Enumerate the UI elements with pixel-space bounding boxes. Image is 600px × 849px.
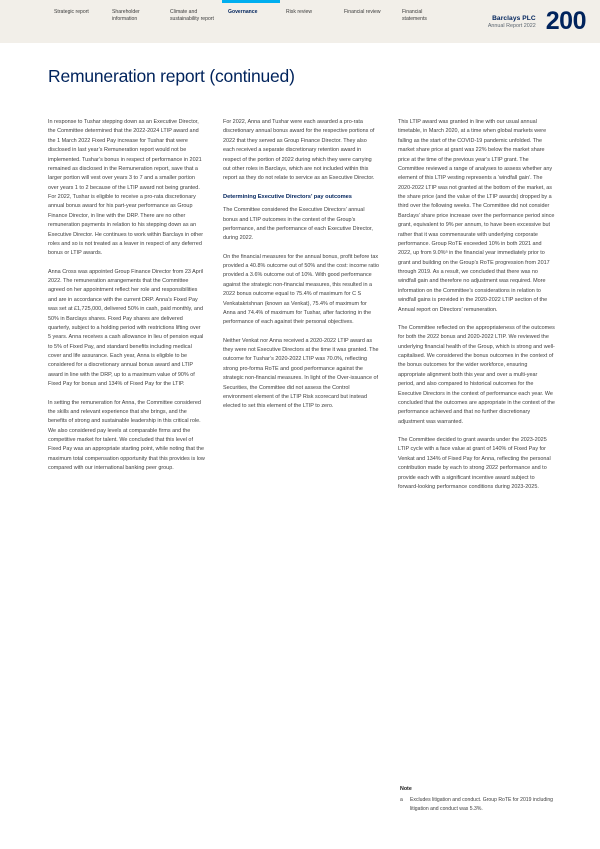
- paragraph: The Committee decided to grant awards under the 2023-2025 LTIP cycle with a face value at grant of 140% of Fixed Pay for Venkat and 134% of Fixed Pay for Anna, reflecting the personal contribution made by each to strong 2022 performance and to provide each with a significant incentive award subject to forward-looking performance conditions during 2023-2025.: [398, 437, 551, 490]
- brand-subtitle: Annual Report 2022: [487, 22, 536, 29]
- nav-indicator: [396, 0, 454, 3]
- paragraph: The Committee considered the Executive Directors’ annual bonus and LTIP outcomes in the context of the Group’s performance, and the performance of each Executive Director, during 2022.: [223, 207, 373, 242]
- body-columns: [48, 118, 556, 501]
- footnote-text: Excludes litigation and conduct. Group RoTE for 2019 including litigation and conduct was 5.3%.: [410, 797, 553, 812]
- brand-block: [488, 0, 600, 43]
- nav-indicator: [280, 0, 338, 3]
- nav-indicator-active: [222, 0, 280, 3]
- footnote-row: [400, 796, 557, 812]
- section-navigation-bar: [0, 0, 600, 43]
- text-column-2: [223, 118, 380, 501]
- nav-item-label: Climate and sustainability report: [170, 9, 214, 23]
- paragraph: This LTIP award was granted in line with our usual annual timetable, in March 2020, at a time when global markets were falling as the start of the COVID-19 pandemic unfolded. The market share price at grant was 22% below the market share price at the time of the previous year’s LTIP grant. The Committee reviewed a range of analyses to assess whether any element of this LTIP vesting represents a ‘windfall gain’. The 2020-2022 LTIP was not granted at the bottom of the market, as the share price (and the value of the LTIP awards) dropped by a third over the following weeks. The Committee did not consider Barclays’ share price increase over the performance period since grant, equivalent to 9% per annum, to have been excessive but rather that it was commensurate with underlying corporate performance. Group RoTE exceeded 10% in both 2021 and 2022, up from 9.0%ᵃ in the financial year immediately prior to grant and building on the Group’s RoTE progression from 2017 through 2019. As a result, we concluded that there was no windfall gain and therefore no adjustment was required. More information on the Committee’s considerations in relation to windfall gains is provided in the 2020-2022 LTIP section of the Annual report on Directors’ remuneration.: [398, 119, 555, 313]
- page-title: Remuneration report (continued): [48, 66, 295, 86]
- brand-title: Barclays PLC: [492, 14, 536, 22]
- nav-item-strategic-report[interactable]: [48, 0, 106, 43]
- paragraph: Neither Venkat nor Anna received a 2020-2022 LTIP award as they were not Executive Directors at the time it was granted. The outcome for Tushar’s 2020-2022 LTIP was 70.0%, reflecting strong pro-forma RoTE and good performance against the strategic non-financial measures. In light of the Over-issuance of Securities, the Committee did not assess the Control environment element of the LTIP Risk scorecard but instead elected to set this element of the LTIP to zero.: [223, 337, 379, 410]
- paragraph: For 2022, Anna and Tushar were each awarded a pro-rata discretionary annual bonus award for the respective portions of 2022 that they served as Group Finance Director. They also each received a separate discretionary retention award in respect of the portion of 2022 during which they were carrying out other roles in Barclays, which are not included within this report as they do not relate to service as an Executive Director.: [223, 119, 375, 182]
- nav-item-financial-statements[interactable]: [396, 0, 454, 43]
- paragraph: The Committee reflected on the appropriateness of the outcomes for both the 2022 bonus and 2020-2022 LTIP. We reviewed the underlying financial health of the Group, which is strong and well-capitalised. We considered the bonus outcomes in the context of the bonus outcomes for the wider workforce, ensuring appropriate alignment both this year and over a multi-year period, and also compared to historical outcomes for the Executive Directors in the context of performance each year. We concluded that the outcomes are appropriate in the context of the performance achieved and that no further discretionary adjustment was warranted.: [398, 324, 555, 425]
- text-column-1: [48, 118, 205, 501]
- footnote-block: [400, 785, 557, 813]
- nav-item-label: Strategic report: [54, 9, 89, 15]
- nav-item-financial-review[interactable]: [338, 0, 396, 43]
- nav-items: [48, 0, 488, 43]
- nav-item-label: Financial statements: [402, 9, 427, 23]
- nav-item-label: Shareholder information: [112, 9, 140, 23]
- nav-item-label: Financial review: [344, 9, 381, 15]
- paragraph: On the financial measures for the annual bonus, profit before tax provided a 40.8% outcome out of 50% and the cost: income ratio provided a 3.6% outcome out of 10%. With good performance against the strategic non-financial measures, this resulted in a 2022 bonus outcome equal to 75.4% of maximum for C S Venkatakrishnan (known as Venkat), 75.4% of maximum for Anna and 74.4% of maximum for Tushar, after factoring in the performance of each against their personal objectives.: [223, 253, 379, 326]
- brand-text: [488, 15, 536, 29]
- nav-item-label: Governance: [228, 9, 258, 15]
- paragraph: In setting the remuneration for Anna, the Committee considered the skills and relevant experience that she brings, and the benefits of strong and sustainable leadership in this critical role. We also considered pay levels at comparable firms and the competitive market for talent. We concluded that this level of Fixed Pay was an appropriate starting point, while noting that the maximum total compensation opportunity that this provides is low compared with our international banking peer group.: [48, 399, 205, 472]
- nav-item-climate-and-sustainability-report[interactable]: [164, 0, 222, 43]
- nav-indicator: [48, 0, 106, 3]
- footnote-title: Note: [400, 786, 412, 792]
- nav-indicator: [106, 0, 164, 3]
- nav-item-governance[interactable]: [222, 0, 280, 43]
- footnote-marker: a: [400, 797, 403, 804]
- nav-item-shareholder-information[interactable]: [106, 0, 164, 43]
- paragraph: Anna Cross was appointed Group Finance Director from 23 April 2022. The remuneration arrangements that the Committee agreed on her appointment reflect her role and responsibilities and are in accordance with the current DRP. Anna’s Fixed Pay was set at £1,725,000, delivered 50% in cash, paid monthly, and 50% in Barclays shares. Fixed Pay shares are delivered quarterly, subject to a holding period with restrictions lifting over 5 years. Anna receives a cash allowance in lieu of pension equal to 5% of Fixed Pay, and standard benefits including medical cover and life assurance. Each year, Anna is eligible to be considered for a discretionary annual bonus award and LTIP award in line with the DRP, up to a maximum value of 90% of Fixed Pay for bonus and 134% of Fixed Pay for the LTIP.: [48, 268, 204, 388]
- text-column-3: [398, 118, 555, 501]
- paragraph: In response to Tushar stepping down as an Executive Director, the Committee determined that the 2022-2024 LTIP award and the 1 March 2022 Fixed Pay increase for Tushar that were disclosed in last year’s Remuneration report would not be implemented. Tushar’s bonus in respect of performance in 2021 remained as disclosed in the Remuneration report, save that a larger portion will vest over years 3 to 7 and a smaller portion over years 1 to 2 because of the LTIP award not being granted. For 2022, Tushar is eligible to receive a pro-rata discretionary annual bonus award for his part-year performance as Group Finance Director, in line with the DRP. There are no other remuneration payments in relation to his stepping down as an Executive Director. He continues to work within Barclays in other roles and so is not treated as a leaver in respect of any deferred bonus or LTIP awards.: [48, 119, 204, 257]
- nav-item-label: Risk review: [286, 9, 313, 15]
- subheading: Determining Executive Directors’ pay outcomes: [223, 193, 352, 200]
- nav-left-spacer: [0, 0, 48, 43]
- nav-indicator: [338, 0, 396, 3]
- nav-indicator: [164, 0, 222, 3]
- nav-item-risk-review[interactable]: [280, 0, 338, 43]
- page-number: 200: [545, 7, 586, 35]
